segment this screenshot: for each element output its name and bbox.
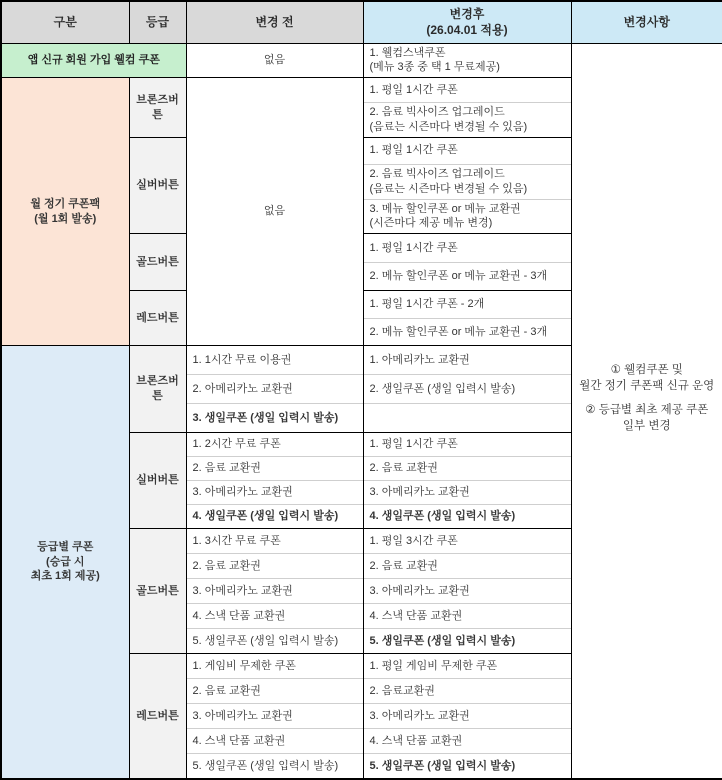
monthly-red-after-2: 2. 메뉴 할인쿠폰 or 메뉴 교환권 - 3개 [363,319,571,346]
monthly-category-line1: 월 정기 쿠폰팩 [30,197,101,210]
tier-red-before-1: 1. 게임비 무제한 쿠폰 [186,654,363,679]
changes-note-1 [576,363,719,394]
tier-silver-before-2: 2. 음료 교환권 [186,457,363,481]
tier-bronze-before-1: 1. 1시간 무료 이용권 [186,346,363,375]
tier-gold-after-5: 5. 생일쿠폰 (생일 입력시 발송) [363,629,571,654]
monthly-silver-after-2 [363,164,571,199]
changes-note-2-line1: ② 등급별 최초 제공 쿠폰 [585,404,709,417]
changes-note-1-line2: 월간 정기 쿠폰팩 신규 운영 [579,379,715,392]
monthly-silver-after-2a: 2. 음료 빅사이즈 업그레이드 [369,167,505,180]
header-changes: 변경사항 [571,1,722,43]
header-category: 구분 [1,1,129,43]
welcome-after-line1: 1. 웰컴스낵쿠폰 [369,46,446,59]
tier-red-before-3: 3. 아메리카노 교환권 [186,704,363,729]
tier-bronze-before-2: 2. 아메리카노 교환권 [186,375,363,404]
tier-red-after-2: 2. 음료교환권 [363,679,571,704]
tier-red-after-4: 4. 스낵 단품 교환권 [363,729,571,754]
monthly-silver-after-3 [363,199,571,234]
monthly-silver-after-3b: (시즌마다 제공 메뉴 변경) [369,217,493,230]
monthly-gold-grade-cell: 골드버튼 [129,234,186,291]
welcome-row [1,43,722,78]
tier-silver-after-3: 3. 아메리카노 교환권 [363,481,571,505]
tier-category-line2: (승급 시 [45,555,85,568]
changes-note-2-line2: 일부 변경 [622,419,671,432]
welcome-after-line2: (메뉴 3종 중 택 1 무료제공) [369,61,500,74]
monthly-gold-after-1: 1. 평일 1시간 쿠폰 [363,234,571,263]
tier-red-before-4: 4. 스낵 단품 교환권 [186,729,363,754]
changes-note-cell [571,43,722,754]
tier-silver-after-4: 4. 생일쿠폰 (생일 입력시 발송) [363,505,571,529]
monthly-red-after-1: 1. 평일 1시간 쿠폰 - 2개 [363,291,571,319]
tier-red-after-3: 3. 아메리카노 교환권 [363,704,571,729]
tier-silver-grade-cell: 실버버튼 [129,433,186,529]
monthly-red-grade-cell: 레드버튼 [129,291,186,346]
monthly-silver-after-3a: 3. 메뉴 할인쿠폰 or 메뉴 교환권 [369,202,521,215]
tier-silver-before-4: 4. 생일쿠폰 (생일 입력시 발송) [186,505,363,529]
monthly-bronze-after-1: 1. 평일 1시간 쿠폰 [363,78,571,103]
monthly-bronze-after-2b: (음료는 시즌마다 변경될 수 있음) [369,121,528,134]
tier-gold-before-1: 1. 3시간 무료 쿠폰 [186,529,363,554]
tier-gold-after-2: 2. 음료 교환권 [363,554,571,579]
header-after-line1: 변경후 [449,7,485,22]
header-after-line2: (26.04.01 적용) [426,23,508,38]
tier-silver-after-1: 1. 평일 1시간 쿠폰 [363,433,571,457]
tier-bronze-after-2: 2. 생일쿠폰 (생일 입력시 발송) [363,375,571,404]
tier-category-line1: 등급별 쿠폰 [37,540,94,553]
tier-bronze-after-1: 1. 아메리카노 교환권 [363,346,571,375]
tier-red-before-5: 5. 생일쿠폰 (생일 입력시 발송) [186,754,363,779]
changes-note-1-line1: ① 웰컴쿠폰 및 [610,364,683,377]
tier-gold-after-4: 4. 스낵 단품 교환권 [363,604,571,629]
monthly-before-cell: 없음 [186,78,363,346]
tier-gold-after-3: 3. 아메리카노 교환권 [363,579,571,604]
tier-gold-grade-cell: 골드버튼 [129,529,186,654]
tier-silver-before-1: 1. 2시간 무료 쿠폰 [186,433,363,457]
tier-bronze-grade-cell: 브론즈버튼 [129,346,186,433]
welcome-after-cell [363,43,571,78]
tier-gold-before-2: 2. 음료 교환권 [186,554,363,579]
monthly-silver-grade-cell: 실버버튼 [129,137,186,233]
header-grade: 등급 [129,1,186,43]
tier-bronze-before-3: 3. 생일쿠폰 (생일 입력시 발송) [186,404,363,433]
monthly-bronze-after-2 [363,103,571,138]
changes-note-2 [576,403,719,434]
monthly-silver-after-1: 1. 평일 1시간 쿠폰 [363,137,571,164]
tier-category-line3: 최초 1회 제공) [30,570,100,583]
monthly-category-line2: (월 1회 발송) [34,212,97,225]
tier-silver-after-2: 2. 음료 교환권 [363,457,571,481]
tier-red-after-5: 5. 생일쿠폰 (생일 입력시 발송) [363,754,571,779]
monthly-bronze-after-2a: 2. 음료 빅사이즈 업그레이드 [369,106,505,119]
tier-category-cell [1,346,129,779]
welcome-before-cell: 없음 [186,43,363,78]
tier-gold-after-1: 1. 평일 3시간 쿠폰 [363,529,571,554]
header-row [1,1,722,43]
welcome-category-cell: 앱 신규 회원 가입 웰컴 쿠폰 [1,43,186,78]
tier-gold-before-3: 3. 아메리카노 교환권 [186,579,363,604]
monthly-silver-after-2b: (음료는 시즌마다 변경될 수 있음) [369,182,528,195]
header-before: 변경 전 [186,1,363,43]
tier-red-after-1: 1. 평일 게임비 무제한 쿠폰 [363,654,571,679]
tier-gold-before-5: 5. 생일쿠폰 (생일 입력시 발송) [186,629,363,654]
monthly-category-cell [1,78,129,346]
header-after [363,1,571,43]
tier-red-grade-cell: 레드버튼 [129,654,186,779]
tier-gold-before-4: 4. 스낵 단품 교환권 [186,604,363,629]
monthly-gold-after-2: 2. 메뉴 할인쿠폰 or 메뉴 교환권 - 3개 [363,263,571,291]
tier-silver-before-3: 3. 아메리카노 교환권 [186,481,363,505]
tier-red-before-2: 2. 음료 교환권 [186,679,363,704]
tier-bronze-after-3 [363,404,571,433]
monthly-bronze-grade-cell: 브론즈버튼 [129,78,186,138]
